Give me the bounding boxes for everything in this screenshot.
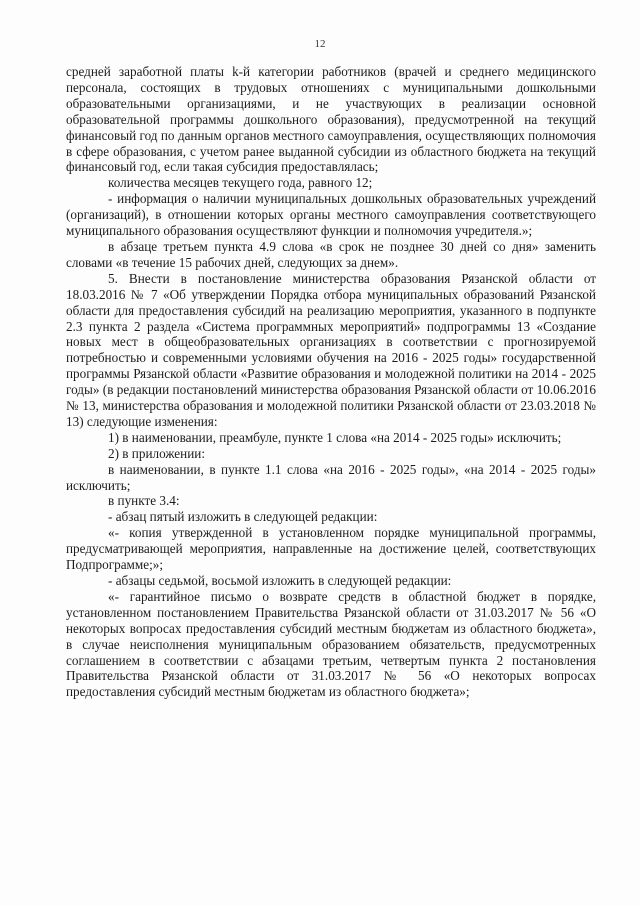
paragraph-8: в наименовании, в пункте 1.1 слова «на 2016 - 2025 годы», «на 2014 - 2025 годы» исключить; bbox=[66, 461, 596, 493]
paragraph-2: количества месяцев текущего года, равного 12; bbox=[108, 175, 373, 191]
paragraph-10: - абзац пятый изложить в следующей редакции: bbox=[108, 509, 378, 525]
page-number: 12 bbox=[314, 38, 326, 50]
paragraph-3: - информация о наличии муниципальных дошкольных образовательных учреждений (организаций), в отношении которых органы местного самоуправления соответствующего муниципального образования осуществляют функции и полномочия учредителя.»; bbox=[66, 191, 596, 239]
paragraph-1: средней заработной платы k-й категории работников (врачей и среднего медицинского персонала, состоящих в трудовых отношениях с муниципальными дошкольными образовательными организациями, и не участвующих в реализации основной образовательной программы дошкольного образования), предусмотренной на текущий финансовый год по данным органов местного самоуправления, осуществляющих полномочия в сфере образования, с учетом ранее выданной субсидии из областного бюджета на текущий финансовый год, если такая субсидия предоставлялась; bbox=[66, 64, 596, 175]
paragraph-11: «- копия утвержденной в установленном порядке муниципальной программы, предусматривающей мероприятия, направленные на достижение целей, соответствующих Подпрограмме;»; bbox=[66, 525, 596, 573]
paragraph-5: 5. Внести в постановление министерства образования Рязанской области от 18.03.2016 № 7 «Об утверждении Порядка отбора муниципальных образований Рязанской области для предоставления субсидий на реализацию мероприятия, указанного в подпункте 2.3 пункта 2 раздела «Система программных мероприятий» подпрограммы 13 «Создание новых мест в общеобразовательных организациях в соответствии с прогнозируемой потребностью и современными условиями обучения на 2016 - 2025 годы» государственной программы Рязанской области «Развитие образования и молодежной политики на 2014 - 2025 годы» (в редакции постановлений министерства образования Рязанской области от 10.06.2016 № 13, министерства образования и молодежной политики Рязанской области от 23.03.2018 № 13) следующие изменения: bbox=[66, 270, 596, 429]
paragraph-12: - абзацы седьмой, восьмой изложить в следующей редакции: bbox=[108, 573, 452, 588]
paragraph-4: в абзаце третьем пункта 4.9 слова «в срок не позднее 30 дней со дня» заменить словами «в течение 15 рабочих дней, следующих за днем». bbox=[66, 238, 596, 270]
paragraph-9: в пункте 3.4: bbox=[108, 493, 180, 509]
paragraph-7: 2) в приложении: bbox=[108, 445, 205, 461]
document-body bbox=[66, 64, 596, 700]
paragraph-6: 1) в наименовании, преамбуле, пункте 1 слова «на 2014 - 2025 годы» исключить; bbox=[108, 429, 562, 445]
paragraph-13: «- гарантийное письмо о возврате средств в областной бюджет в порядке, установленном постановлением Правительства Рязанской области от 31.03.2017 № 56 «О некоторых вопросах предоставления субсидий местным бюджетам из областного бюджета», в случае неисполнения муниципальным образованием обязательств, предусмотренных соглашением в соответствии с абзацами третьим, четвертым пункта 2 постановления Правительства Рязанской области от 31.03.2017 № 56 «О некоторых вопросах предоставления субсидий местным бюджетам из областного бюджета»; bbox=[66, 588, 596, 700]
